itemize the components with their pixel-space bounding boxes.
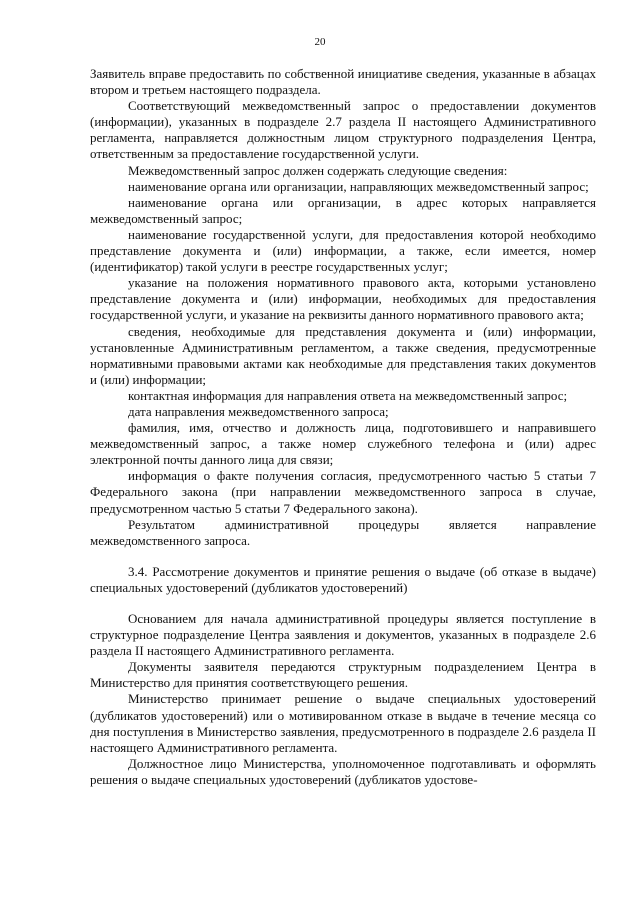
paragraph: указание на положения нормативного правового акта, которыми установлено представление документа и (или) информации, необходимых для предоставления государственной услуги, и указание на реквизиты данного нормативного правового акта; [90,275,596,323]
paragraph: Основанием для начала административной процедуры является поступление в структурное подразделение Центра заявления и документов, указанных в подразделе 2.6 раздела II настоящего Административного регламента. [90,611,596,659]
paragraph: фамилия, имя, отчество и должность лица, подготовившего и направившего межведомственный запрос, а также номер служебного телефона и (или) адрес электронной почты данного лица для связи; [90,420,596,468]
paragraph: наименование государственной услуги, для предоставления которой необходимо представление документа и (или) информации, а также, если имеется, номер (идентификатор) такой услуги в реестре государственных услуг; [90,226,596,275]
document-body [90,66,596,788]
paragraph: Заявитель вправе предоставить по собственной инициативе сведения, указанные в абзацах втором и третьем настоящего подраздела. [90,66,596,98]
paragraph: Должностное лицо Министерства, уполномоченное подготавливать и оформлять решения о выдаче специальных удостоверений (дубликатов удостове- [90,755,596,787]
paragraph: Документы заявителя передаются структурным подразделением Центра в Министерство для принятия соответствующего решения. [90,659,596,691]
page-number: 20 [314,36,326,48]
paragraph: наименование органа или организации, направляющих межведомственный запрос; [128,178,589,194]
paragraphs-before-heading [90,66,596,549]
paragraph: Результатом административной процедуры является направление межведомственного запроса. [90,516,596,548]
paragraph: сведения, необходимые для представления документа и (или) информации, установленные Административным регламентом, а также сведения, предусмотренные нормативными правовыми актами как необходимые для представления таких документов и (или) информации; [90,323,596,387]
section-heading: 3.4. Рассмотрение документов и принятие решения о выдаче (об отказе в выдаче) специальных удостоверений (дубликатов удостоверений) [90,563,596,595]
paragraph: наименование органа или организации, в адрес которых направляется межведомственный запрос; [90,194,596,226]
paragraph: информация о факте получения согласия, предусмотренного частью 5 статьи 7 Федерального закона (при направлении межведомственного запроса в случае, предусмотренном частью 5 статьи 7 Федерального закона). [90,468,596,516]
paragraph: Соответствующий межведомственный запрос о предоставлении документов (информации), указанных в подразделе 2.7 раздела II настоящего Административного регламента, направляется должностным лицом структурного подразделения Центра, ответственным за предоставление государственной услуги. [90,98,596,162]
paragraph: Министерство принимает решение о выдаче специальных удостоверений (дубликатов удостоверений) или о мотивированном отказе в выдаче в течение месяца со дня поступления в Министерство заявления, предусмотренного в подразделе 2.6 раздела II настоящего Административного регламента. [90,691,596,755]
paragraph: контактная информация для направления ответа на межведомственный запрос; [128,387,568,403]
paragraph: дата направления межведомственного запроса; [128,403,389,419]
paragraphs-after-heading [90,611,596,788]
paragraph: Межведомственный запрос должен содержать следующие сведения: [128,162,508,178]
